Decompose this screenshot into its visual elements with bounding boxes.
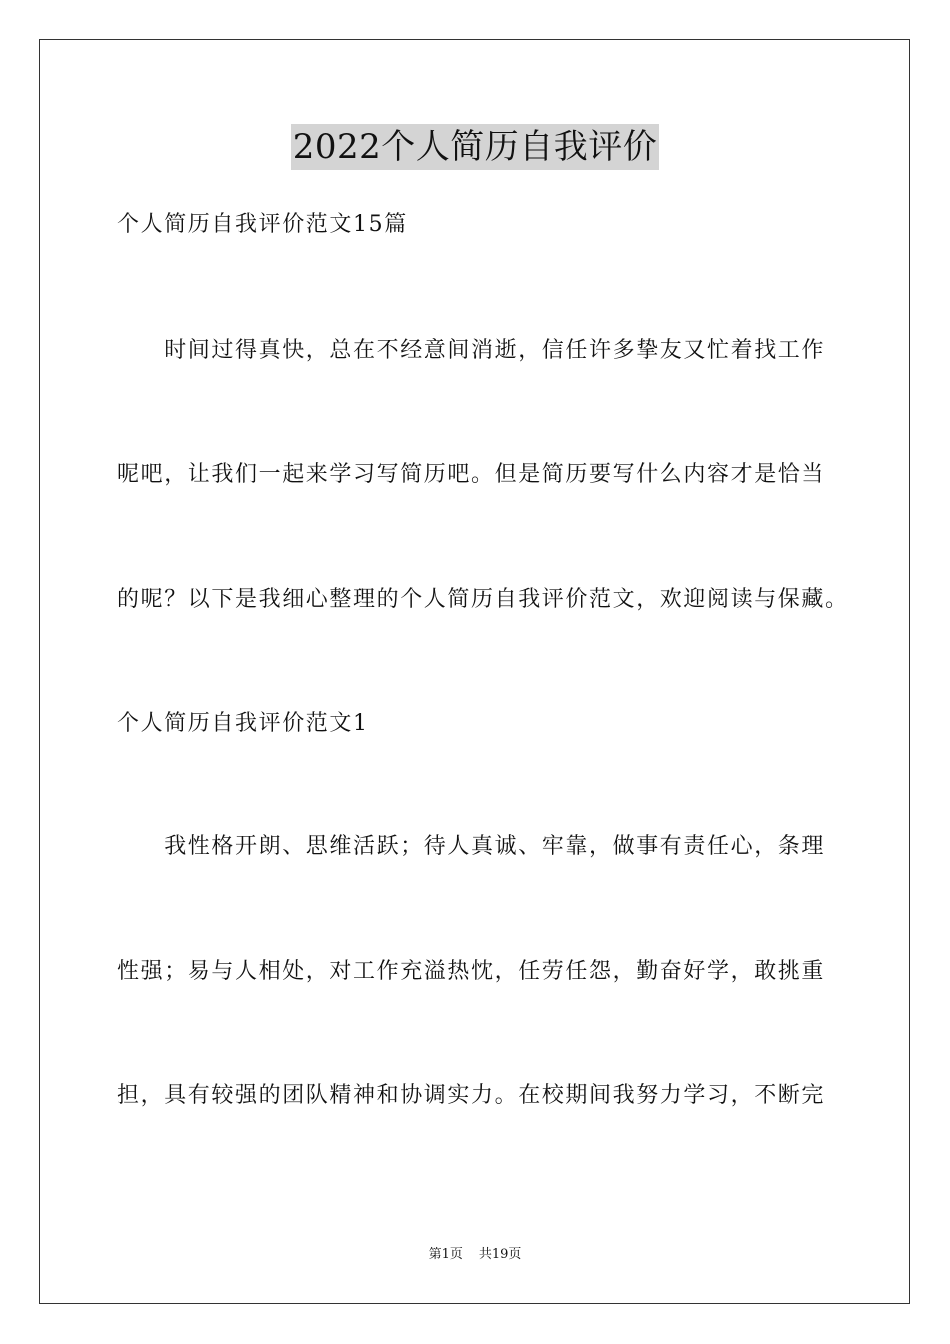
page-number: 第1页 [428, 1247, 463, 1262]
page-footer [0, 1246, 950, 1264]
text-line: 担，具有较强的团队精神和协调实力。在校期间我努力学习，不断完 [117, 1083, 826, 1108]
text-line: 个人简历自我评价范文1 [117, 711, 369, 736]
text-line: 我性格开朗、思维活跃；待人真诚、牢靠，做事有责任心，条理 [117, 834, 826, 859]
title-container [0, 124, 950, 170]
text-line: 的呢？以下是我细心整理的个人简历自我评价范文，欢迎阅读与保藏。 [117, 587, 849, 612]
text-line: 时间过得真快，总在不经意间消逝，信任许多挚友又忙着找工作 [117, 338, 826, 363]
text-line: 性强；易与人相处，对工作充溢热忱，任劳任怨，勤奋好学，敢挑重 [117, 959, 826, 984]
text-line: 个人简历自我评价范文15篇 [117, 212, 408, 237]
document-title: 2022个人简历自我评价 [291, 124, 660, 170]
text-line: 呢吧，让我们一起来学习写简历吧。但是简历要写什么内容才是恰当 [117, 462, 826, 487]
page-total: 共19页 [478, 1247, 522, 1262]
